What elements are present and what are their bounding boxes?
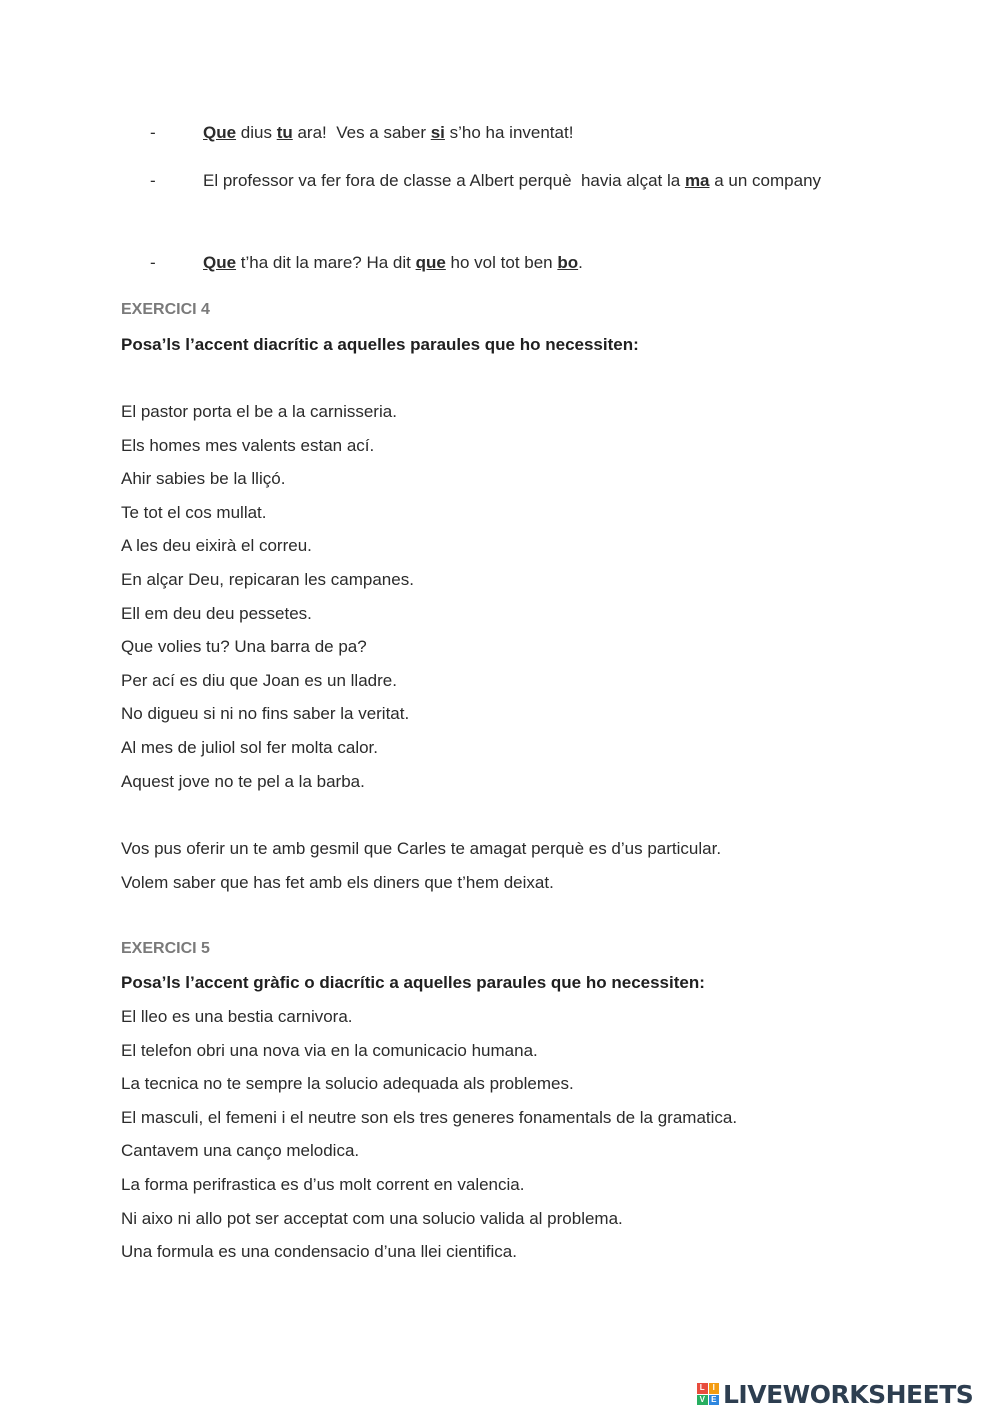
sentence: Ahir sabies be la lliçó. <box>121 469 286 489</box>
highlighted-word: Que <box>203 123 237 142</box>
highlighted-word: si <box>430 123 445 142</box>
sentence: El lleo es una bestia carnivora. <box>121 1007 353 1026</box>
sentence: Te tot el cos mullat. <box>121 502 267 522</box>
sentence: Vos pus oferir un te amb gesmil que Carles te amagat perquè es d’us particular. <box>121 839 722 858</box>
sentence: A les deu eixirà el correu. <box>121 536 312 556</box>
logo-tile: E <box>709 1395 720 1406</box>
sentence: La tecnica no te sempre la solucio adequada als problemes. <box>121 1074 574 1094</box>
bullet-text <box>203 169 821 193</box>
sentence: Aquest jove no te pel a la barba. <box>121 771 365 791</box>
exercici-4-heading: EXERCICI 4 <box>121 301 210 318</box>
sentence: No digueu si ni no fins saber la veritat. <box>121 704 410 724</box>
sentence: La forma perifrastica es d’us molt corrent en valencia. <box>121 1174 525 1194</box>
highlighted-word: que <box>415 253 446 272</box>
logo-tile: V <box>697 1395 708 1406</box>
bullet-item <box>150 251 950 275</box>
sentence: El pastor porta el be a la carnisseria. <box>121 402 397 421</box>
logo-tile: I <box>709 1383 720 1394</box>
sentence: Una formula es una condensacio d’una llei cientifica. <box>121 1242 517 1262</box>
bullet-text <box>203 251 583 275</box>
sentence: Per ací es diu que Joan es un lladre. <box>121 670 397 690</box>
sentence: Ell em deu deu pessetes. <box>121 603 312 623</box>
liveworksheets-logo-icon <box>697 1383 719 1405</box>
liveworksheets-logo[interactable] <box>697 1378 973 1410</box>
exercici-5-heading: EXERCICI 5 <box>121 940 210 957</box>
sentence: Els homes mes valents estan ací. <box>121 435 375 455</box>
highlighted-word: ma <box>684 171 710 190</box>
highlighted-word: Que <box>203 253 237 272</box>
bullet-dash: - <box>150 171 156 190</box>
highlighted-word: bo <box>557 253 579 272</box>
bullet-item <box>150 121 950 145</box>
sentence: Al mes de juliol sol fer molta calor. <box>121 737 378 757</box>
sentence: En alçar Deu, repicaran les campanes. <box>121 569 414 589</box>
exercici-5-sentences <box>121 1006 737 1275</box>
logo-tile: L <box>697 1383 708 1394</box>
text-segment: ara! Ves a saber <box>292 123 431 142</box>
sentence: El masculi, el femeni i el neutre son els tres generes fonamentals de la gramatica. <box>121 1107 738 1127</box>
sentence: Volem saber que has fet amb els diners que t’hem deixat. <box>121 872 554 892</box>
text-segment: dius <box>236 123 277 142</box>
exercici-5-instruction: Posa’ls l’accent gràfic o diacrític a aquelles paraules que ho necessiten: <box>121 973 705 992</box>
sentence: El telefon obri una nova via en la comunicacio humana. <box>121 1040 538 1060</box>
text-segment: t’ha dit la mare? Ha dit <box>236 253 416 272</box>
bullet-dash: - <box>150 123 156 142</box>
text-segment: El professor va fer fora de classe a Albert perquè havia alçat la <box>203 171 685 190</box>
bullet-item <box>150 169 950 193</box>
sentence: Cantavem una canço melodica. <box>121 1141 360 1161</box>
text-segment: . <box>578 253 583 272</box>
sentence: Que volies tu? Una barra de pa? <box>121 637 367 657</box>
text-segment: a un company <box>709 171 822 190</box>
exercici-4-extra-sentences <box>121 838 721 905</box>
logo-text: LIVEWORKSHEETS <box>723 1379 974 1409</box>
sentence: Ni aixo ni allo pot ser acceptat com una solucio valida al problema. <box>121 1208 623 1228</box>
text-segment: ho vol tot ben <box>445 253 558 272</box>
highlighted-word: tu <box>276 123 293 142</box>
exercici-4-instruction: Posa’ls l’accent diacrític a aquelles paraules que ho necessiten: <box>121 335 639 354</box>
bullet-dash: - <box>150 253 156 272</box>
exercici-4-sentences <box>121 401 414 804</box>
text-segment: s’ho ha inventat! <box>444 123 574 142</box>
bullet-text <box>203 121 573 145</box>
